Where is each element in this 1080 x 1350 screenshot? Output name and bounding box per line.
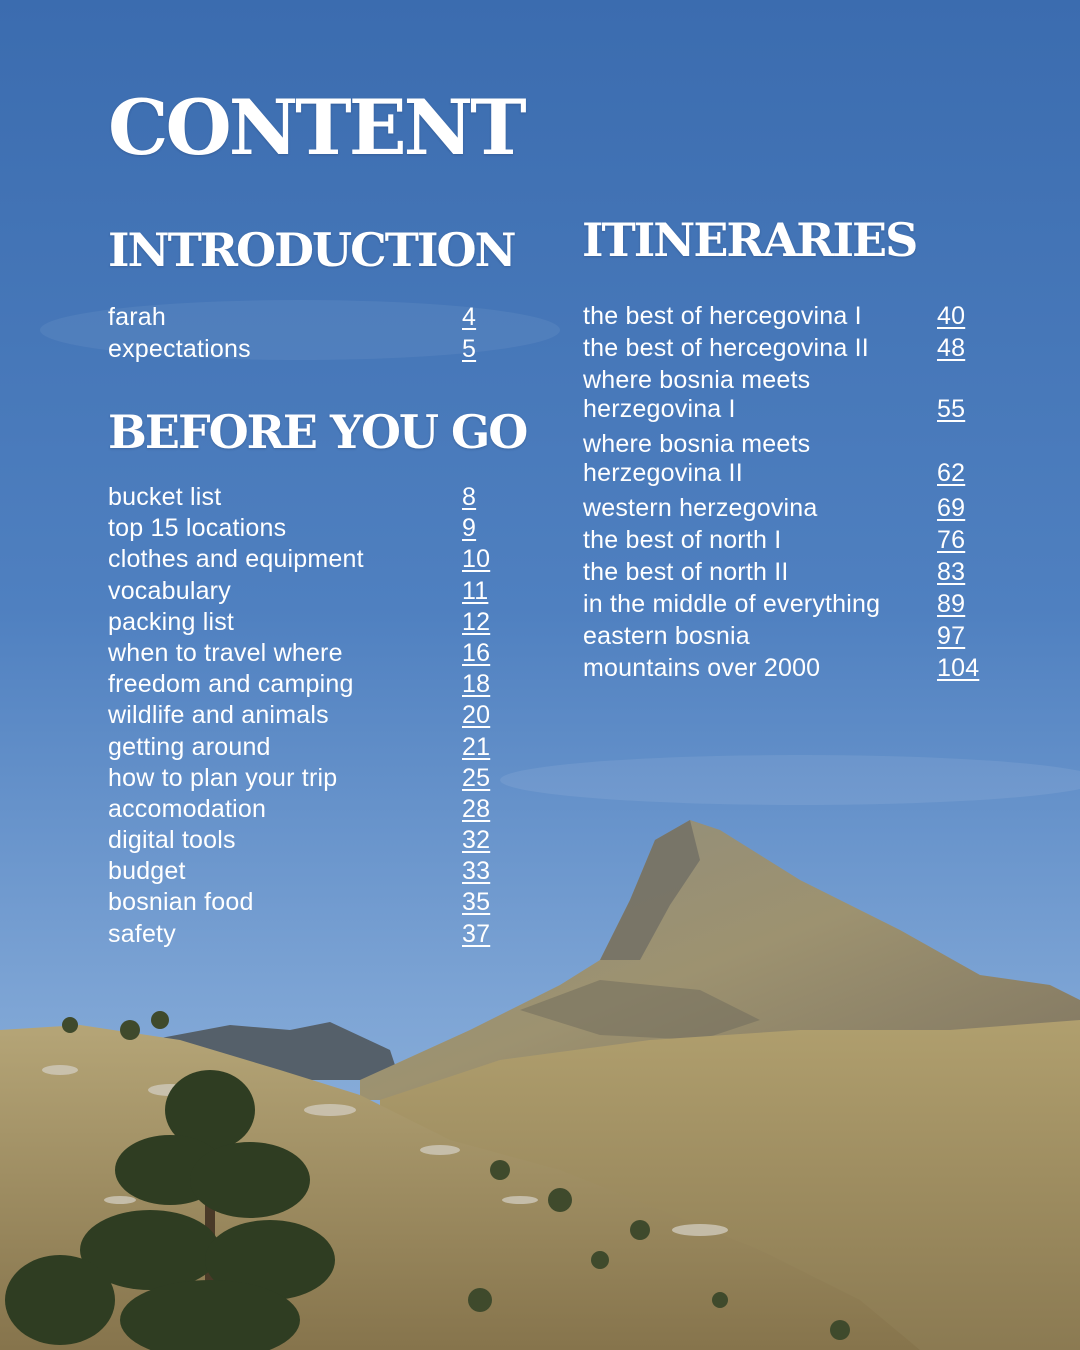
toc-page-link[interactable]: 37 (462, 919, 491, 948)
toc-item-label: packing list (108, 607, 235, 636)
toc-item-label: safety (108, 919, 176, 948)
toc-item (583, 430, 1003, 494)
toc-item (583, 526, 1003, 558)
toc-page-link[interactable]: 10 (462, 545, 491, 574)
page-title: CONTENT (108, 83, 524, 172)
toc-item (583, 302, 1003, 334)
toc-item (108, 514, 508, 545)
toc-page-link[interactable]: 76 (937, 526, 966, 554)
toc-page-link[interactable]: 97 (937, 622, 966, 650)
toc-page-link[interactable]: 104 (937, 654, 980, 682)
toc-item-label: accomodation (108, 794, 267, 823)
toc-item-label: farah (108, 303, 166, 331)
toc-page-link[interactable]: 21 (462, 732, 491, 761)
toc-item (108, 920, 508, 951)
toc-item-label: eastern bosnia (583, 622, 750, 650)
toc-page-link[interactable]: 28 (462, 794, 491, 823)
toc-item-label: getting around (108, 732, 271, 761)
toc-list-introduction (108, 303, 508, 367)
toc-item-label: wildlife and animals (108, 701, 329, 730)
toc-page-link[interactable]: 5 (462, 335, 477, 363)
toc-item-label: mountains over 2000 (583, 654, 821, 682)
toc-item (108, 701, 508, 732)
toc-page-link[interactable]: 4 (462, 303, 477, 331)
toc-item (108, 764, 508, 795)
section-heading-before-you-go: BEFORE YOU GO (108, 405, 527, 459)
toc-page-link[interactable]: 83 (937, 558, 966, 586)
toc-item-label: clothes and equipment (108, 545, 364, 574)
toc-item-label: top 15 locations (108, 514, 287, 543)
section-heading-itineraries: ITINERARIES (582, 213, 917, 267)
toc-item (583, 654, 1003, 686)
toc-item-label: bosnian food (108, 888, 254, 917)
toc-item (108, 303, 508, 335)
toc-item (108, 826, 508, 857)
toc-item-label: budget (108, 857, 186, 886)
section-heading-introduction: INTRODUCTION (108, 223, 515, 277)
toc-item-label: freedom and camping (108, 670, 354, 699)
toc-item-label: expectations (108, 335, 251, 363)
toc-item (108, 857, 508, 888)
toc-list-before-you-go (108, 483, 508, 951)
toc-item-label: the best of north II (583, 558, 789, 586)
toc-item-label: bucket list (108, 483, 222, 511)
toc-page-link[interactable]: 48 (937, 334, 966, 362)
toc-item (108, 483, 508, 514)
toc-page-link[interactable]: 69 (937, 494, 966, 522)
toc-page-link[interactable]: 40 (937, 302, 966, 330)
toc-item-label: in the middle of everything (583, 590, 881, 618)
toc-page-link[interactable]: 18 (462, 670, 491, 699)
toc-item (108, 545, 508, 576)
toc-item-label: the best of hercegovina I (583, 302, 862, 330)
toc-item-label: how to plan your trip (108, 763, 338, 792)
toc-item (108, 639, 508, 670)
toc-item (583, 590, 1003, 622)
toc-item-label: the best of hercegovina II (583, 334, 869, 362)
toc-page-link[interactable]: 11 (462, 576, 489, 605)
toc-item (583, 622, 1003, 654)
toc-page-link[interactable]: 89 (937, 590, 966, 618)
toc-page-link[interactable]: 25 (462, 763, 491, 792)
toc-page-link[interactable]: 33 (462, 857, 491, 886)
toc-item-label: digital tools (108, 826, 236, 855)
toc-item (583, 366, 1003, 430)
toc-item-label: vocabulary (108, 576, 231, 605)
toc-page-link[interactable]: 32 (462, 826, 491, 855)
toc-page-link[interactable]: 8 (462, 483, 477, 511)
toc-item (583, 334, 1003, 366)
toc-item-label: the best of north I (583, 526, 782, 554)
toc-item-label: western herzegovina (583, 494, 818, 522)
toc-item-label: where bosnia meets herzegovina II (583, 430, 811, 487)
toc-item (108, 888, 508, 919)
toc-item-label: when to travel where (108, 638, 343, 667)
toc-page-link[interactable]: 12 (462, 607, 491, 636)
toc-page-link[interactable]: 55 (937, 395, 966, 423)
toc-item-label: where bosnia meets herzegovina I (583, 366, 811, 423)
toc-item (108, 335, 508, 367)
toc-item (108, 670, 508, 701)
toc-item (583, 494, 1003, 526)
toc-page-link[interactable]: 16 (462, 638, 491, 667)
toc-item (108, 608, 508, 639)
toc-item (108, 733, 508, 764)
toc-list-itineraries (583, 302, 1003, 686)
toc-item (108, 795, 508, 826)
toc-item (108, 577, 508, 608)
toc-page-link[interactable]: 62 (937, 459, 966, 487)
toc-page-link[interactable]: 9 (462, 514, 477, 543)
toc-item (583, 558, 1003, 590)
toc-page-link[interactable]: 35 (462, 888, 491, 917)
toc-page-link[interactable]: 20 (462, 701, 491, 730)
